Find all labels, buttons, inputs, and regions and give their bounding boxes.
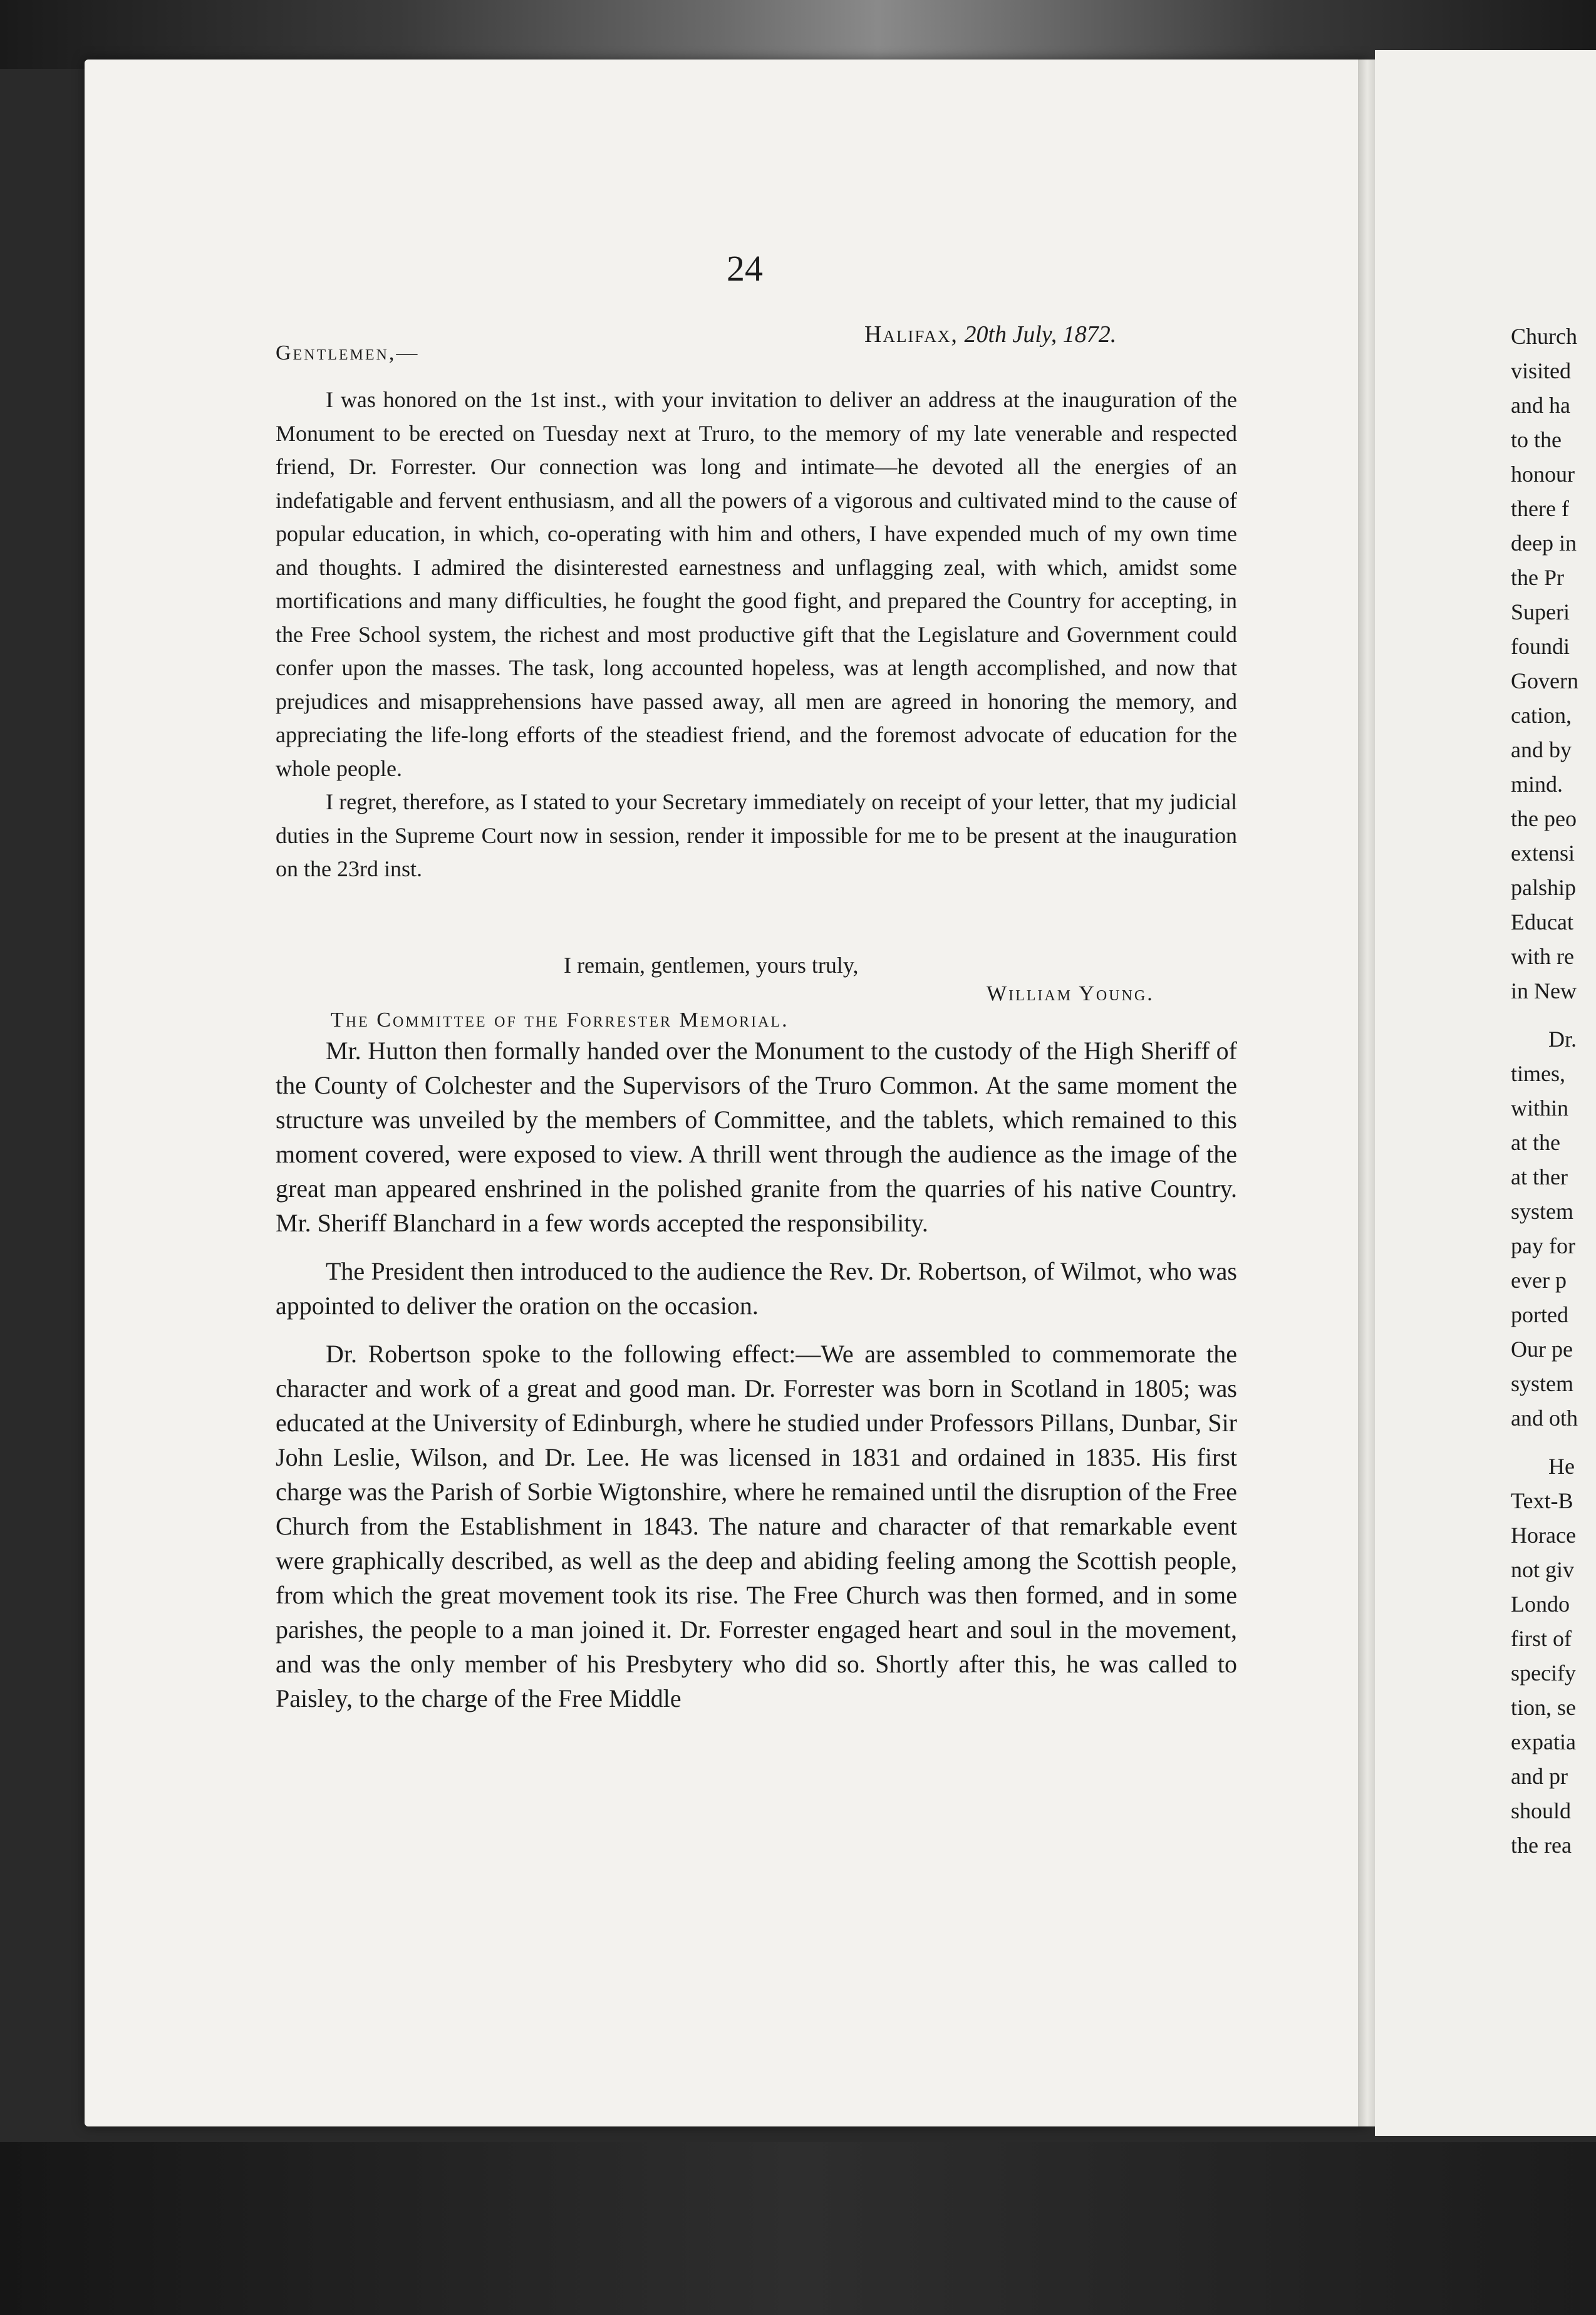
facing-page-line: the peo — [1511, 806, 1577, 831]
narrative-paragraph: Dr. Robertson spoke to the following effect:—We are assembled to commemorate the character and work of a great and good man. Dr. Forrester was born in Scotland in 1805; was educated at the University of Edinburgh, where he studied under Professors Pillans, Dunbar, Sir John Leslie, Wilson, and Dr. Lee. He was licensed in 1831 and ordained in 1835. His first charge was the Parish of Sorbie Wigtonshire, where he remained until the disruption of the Free Church from the Establishment in 1843. The nature and character of that remarkable event were graphically described, as well as the deep and abiding feeling among the Scottish people, from which the great movement took its rise. The Free Church was then formed, and in some parishes, the people to a man joined it. Dr. Forrester engaged heart and soul in the movement, and was the only member of his Presbytery who did so. Shortly after this, he was called to Paisley, to the charge of the Free Middle — [276, 1340, 1237, 1712]
facing-page-line: within — [1511, 1095, 1569, 1121]
scan-background-top — [0, 0, 1596, 69]
facing-page-line: Horace — [1511, 1523, 1576, 1548]
facing-page-line: there f — [1511, 496, 1569, 521]
letter-salutation: Gentlemen,— — [276, 341, 420, 365]
narrative-paragraph: Mr. Hutton then formally handed over the Monument to the custody of the High Sheriff of the County of Colchester and the Supervisors of the Truro Common. At the same moment the structure was unveiled by the members of Committee, and the tablets, which remained to this moment covered, were exposed to view. A thrill went through the audience as the image of the great man appeared enshrined in the polished granite from the quarries of his native Country. Mr. Sheriff Blanchard in a few words accepted the responsibility. — [276, 1037, 1237, 1237]
facing-page-line: system — [1511, 1199, 1574, 1224]
scan-background-bottom — [0, 2142, 1596, 2315]
facing-page-line: Dr. — [1548, 1027, 1577, 1052]
facing-page-line: system — [1511, 1371, 1574, 1396]
letter-paragraph: I was honored on the 1st inst., with your invitation to deliver an address at the inauguration of the Monument to be erected on Tuesday next at Truro, to the memory of my late venerable and respected friend, Dr. Forrester. Our connection was long and intimate—he devoted all the energies of an indefatigable and fervent enthusiasm, and all the powers of a vigorous and cultivated mind to the cause of popular education, in which, co-operating with him and others, I have expended much of my own time and thoughts. I admired the disinterested earnestness and unflagging zeal, with which, amidst some mortifications and many difficulties, he fought the good fight, and prepared the Country for accepting, in the Free School system, the richest and most productive gift that the Legislature and Government could confer upon the masses. The task, long accounted hopeless, was at length accomplished, and now that prejudices and misapprehensions have passed away, all men are agreed in honoring the memory, and appreciating the life-long efforts of the steadiest friend, and the foremost advocate of education for the whole people. — [276, 387, 1237, 781]
facing-page-line: in New — [1511, 978, 1577, 1003]
facing-page-line: He — [1548, 1454, 1575, 1479]
letter-body — [276, 383, 1237, 886]
page-number: 24 — [727, 248, 763, 289]
facing-page-line: ported — [1511, 1302, 1568, 1327]
letter-dateline — [864, 321, 1116, 348]
facing-page-line: should — [1511, 1798, 1572, 1823]
facing-page-line: Superi — [1511, 599, 1570, 624]
facing-page-line: and by — [1511, 737, 1572, 762]
facing-page-line: not giv — [1511, 1557, 1575, 1582]
facing-page-line: cation, — [1511, 703, 1572, 728]
facing-page-line: and oth — [1511, 1406, 1578, 1431]
facing-page-line: ever p — [1511, 1268, 1567, 1293]
facing-page-line: honour — [1511, 462, 1575, 487]
facing-page-line: palship — [1511, 875, 1576, 900]
dateline-place: Halifax, — [864, 321, 958, 348]
facing-page-line: visited — [1511, 358, 1571, 383]
facing-page-line: times, — [1511, 1061, 1565, 1086]
letter-closing: I remain, gentlemen, yours truly, — [564, 953, 859, 978]
letter-paragraph: I regret, therefore, as I stated to your Secretary immediately on receipt of your letter, that my judicial duties in the Supreme Court now in session, render it impossible for me to be present at the inauguration on the 23rd inst. — [276, 789, 1237, 881]
facing-page-line: the Pr — [1511, 565, 1564, 590]
facing-page-line: expatia — [1511, 1729, 1576, 1754]
facing-page-line: Church — [1511, 324, 1577, 349]
facing-page-line: Text-B — [1511, 1488, 1573, 1513]
facing-page-line: Govern — [1511, 668, 1578, 693]
facing-page-line: and ha — [1511, 393, 1570, 418]
dateline-date: 20th July, 1872. — [964, 321, 1117, 348]
facing-page-gap — [1511, 1436, 1596, 1449]
facing-page-line: tion, se — [1511, 1695, 1576, 1720]
letter-addressee: The Committee of the Forrester Memorial. — [331, 1008, 789, 1032]
facing-page-line: mind. — [1511, 772, 1563, 797]
facing-page-line: Our pe — [1511, 1337, 1573, 1362]
facing-page-line: pay for — [1511, 1233, 1575, 1258]
facing-page-line: specify — [1511, 1660, 1576, 1686]
facing-page-line: and pr — [1511, 1764, 1568, 1789]
narrative-paragraph: The President then introduced to the audience the Rev. Dr. Robertson, of Wilmot, who was appointed to deliver the oration on the occasion. — [276, 1257, 1237, 1320]
facing-page-line: to the — [1511, 427, 1562, 452]
facing-page-gap — [1511, 1008, 1596, 1022]
letter-signature: William Young. — [987, 982, 1154, 1005]
facing-page-line: with re — [1511, 944, 1574, 969]
facing-page-line: first of — [1511, 1626, 1572, 1651]
facing-page-line: extensi — [1511, 841, 1575, 866]
facing-page-line: at ther — [1511, 1164, 1568, 1189]
facing-page-line: foundi — [1511, 634, 1570, 659]
facing-page-line: Educat — [1511, 909, 1573, 935]
narrative-text — [276, 1033, 1237, 1716]
facing-page-text — [1511, 319, 1596, 1863]
facing-page-line: deep in — [1511, 531, 1577, 556]
facing-page-line: at the — [1511, 1130, 1560, 1155]
facing-page-line: Londo — [1511, 1592, 1570, 1617]
book-gutter — [1358, 60, 1377, 2126]
facing-page-line: the rea — [1511, 1833, 1572, 1858]
